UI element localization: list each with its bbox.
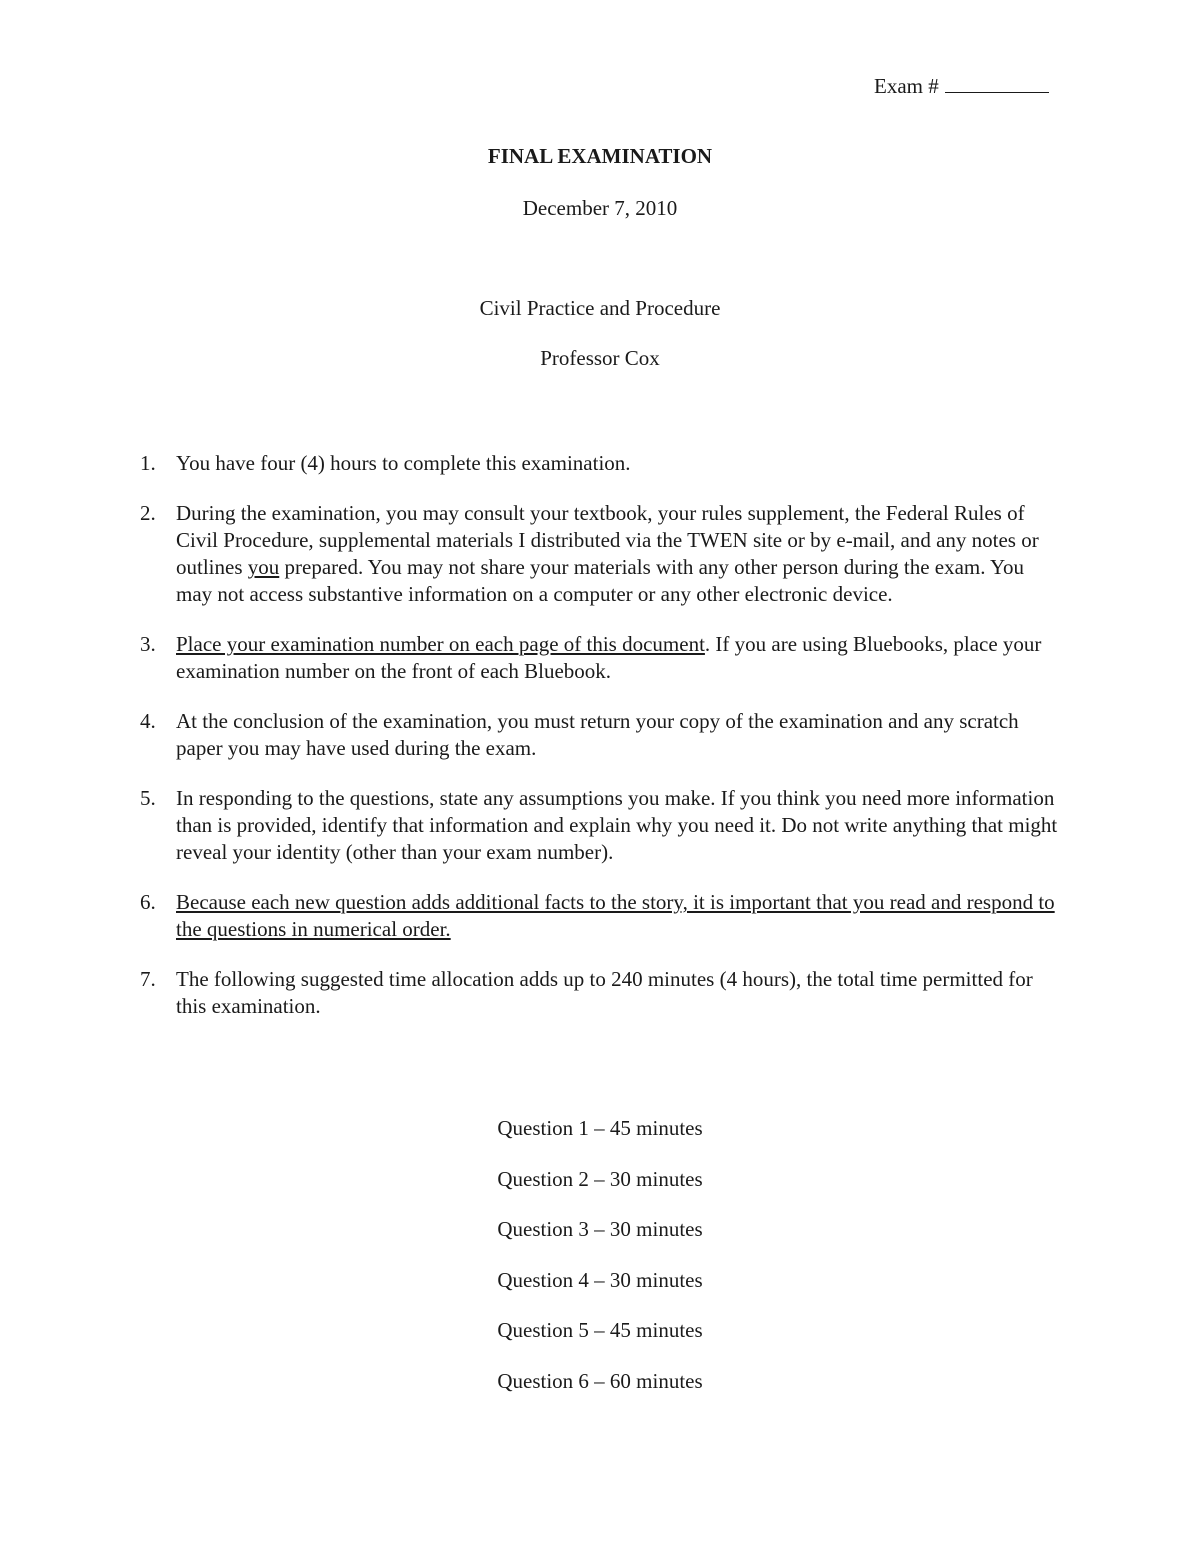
instruction-text-segment: You have four (4) hours to complete this examination. — [176, 451, 631, 475]
instruction-text — [176, 786, 1057, 864]
exam-number-label: Exam # — [874, 74, 939, 98]
instruction-item — [140, 708, 1065, 762]
instruction-text-underlined: Place your examination number on each page of this document — [176, 632, 705, 656]
instruction-text-segment: prepared. You may not share your materials with any other person during the exam. You may not access substantive information on a computer or any other electronic device. — [176, 555, 1025, 606]
instruction-item — [140, 500, 1065, 608]
course-name: Civil Practice and Procedure — [479, 296, 721, 320]
exam-number-field — [874, 72, 1049, 100]
instruction-number: 7. — [140, 967, 156, 991]
professor-name: Professor Cox — [540, 346, 660, 370]
exam-number-blank-line — [945, 74, 1049, 93]
instruction-item — [140, 966, 1065, 1020]
instruction-number: 2. — [140, 501, 156, 525]
instruction-text-underlined: Because each new question adds additional facts to the story, it is important that you read and respond to the questions in numerical order. — [176, 890, 1055, 941]
time-allocation-item: Question 3 – 30 minutes — [497, 1217, 703, 1242]
instruction-number: 6. — [140, 890, 156, 914]
instruction-number: 5. — [140, 786, 156, 810]
time-allocation-item: Question 4 – 30 minutes — [497, 1267, 703, 1292]
instruction-text-segment: During the examination, you may consult your textbook, your rules supplement, the Federal Rules of Civil Procedure, supplemental materials I distributed via the TWEN site or by e-mail, and any notes or outlines — [176, 501, 1039, 579]
exam-date: December 7, 2010 — [522, 196, 678, 220]
time-allocation-list — [0, 1114, 1200, 1418]
time-allocation-item: Question 6 – 60 minutes — [497, 1368, 703, 1393]
instruction-text — [176, 451, 631, 475]
instruction-item — [140, 785, 1065, 866]
time-allocation-item: Question 1 – 45 minutes — [497, 1116, 703, 1140]
instruction-text — [176, 890, 1055, 941]
time-allocation-item: Question 5 – 45 minutes — [497, 1318, 703, 1343]
instruction-number: 4. — [140, 709, 156, 733]
instruction-text — [176, 967, 1033, 1018]
instruction-text-underlined: you — [247, 555, 280, 579]
instruction-text — [176, 709, 1019, 760]
time-allocation-item: Question 2 – 30 minutes — [497, 1166, 703, 1191]
instruction-text-segment: In responding to the questions, state any assumptions you make. If you think you need more information than is provided, identify that information and explain why you need it. Do not write anything that might reveal your identity (other than your exam number). — [176, 786, 1058, 864]
instruction-text-segment: At the conclusion of the examination, you must return your copy of the examination and any scratch paper you may have used during the exam. — [176, 709, 1019, 760]
instructions-list — [140, 450, 1065, 1043]
instruction-text — [176, 501, 1039, 606]
instruction-item — [140, 631, 1065, 685]
instruction-number: 3. — [140, 632, 156, 656]
instruction-item — [140, 889, 1065, 943]
instruction-text — [176, 632, 1041, 683]
instruction-text-segment: . If you are using Bluebooks, place your examination number on the front of each Bluebook. — [176, 632, 1042, 683]
exam-title: FINAL EXAMINATION — [487, 144, 713, 168]
instruction-item — [140, 450, 1065, 477]
instruction-text-segment: The following suggested time allocation adds up to 240 minutes (4 hours), the total time permitted for this examination. — [176, 967, 1033, 1018]
instruction-number: 1. — [140, 451, 156, 475]
